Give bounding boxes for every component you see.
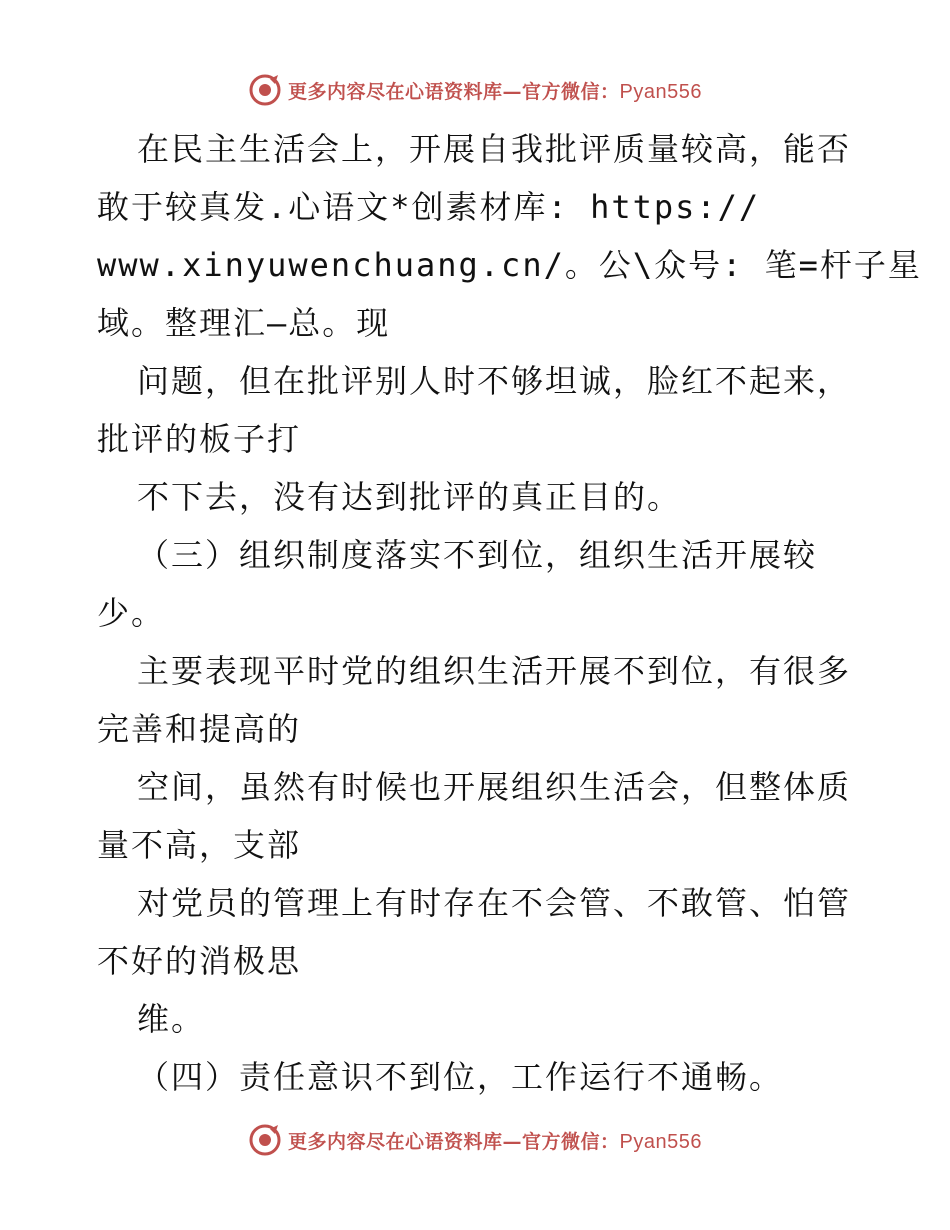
pen-seal-logo-icon <box>248 1123 282 1157</box>
banner-wechat-id: Pyan556 <box>619 80 702 103</box>
text-line: 问题，但在批评别人时不够坦诚，脸红不起来， <box>137 362 852 400</box>
text-line: 不好的消极思 <box>97 942 302 980</box>
text-line: 敢于较真发.心语文*创素材库: https:// <box>97 188 761 226</box>
text-line: 域。整理汇—总。现 <box>97 304 391 342</box>
text-line: 批评的板子打 <box>97 420 302 458</box>
banner-text: 更多内容尽在心语资料库—官方微信：Pyan556 <box>288 80 702 103</box>
text-line: 完善和提高的 <box>97 710 302 748</box>
document-body <box>97 120 922 1106</box>
banner-text: 更多内容尽在心语资料库—官方微信：Pyan556 <box>288 1130 702 1153</box>
text-line: 在民主生活会上，开展自我批评质量较高，能否 <box>137 130 852 168</box>
text-line: 少。 <box>97 594 166 632</box>
header-banner <box>0 70 950 110</box>
text-line: 主要表现平时党的组织生活开展不到位，有很多 <box>137 652 852 690</box>
text-line: www.xinyuwenchuang.cn/。公\众号: 笔=杆子星 <box>97 246 922 284</box>
banner-wechat-id: Pyan556 <box>619 1130 702 1153</box>
text-line: 量不高，支部 <box>97 826 302 864</box>
section-heading: （三）组织制度落实不到位，组织生活开展较 <box>137 536 818 574</box>
text-line: 空间，虽然有时候也开展组织生活会，但整体质 <box>137 768 852 806</box>
text-line: 对党员的管理上有时存在不会管、不敢管、怕管 <box>137 884 852 922</box>
section-heading: （四）责任意识不到位，工作运行不通畅。 <box>137 1058 784 1096</box>
pen-seal-logo-icon <box>248 73 282 107</box>
footer-banner <box>0 1120 950 1160</box>
text-line: 不下去，没有达到批评的真正目的。 <box>137 478 682 516</box>
text-line: 维。 <box>137 1000 206 1038</box>
